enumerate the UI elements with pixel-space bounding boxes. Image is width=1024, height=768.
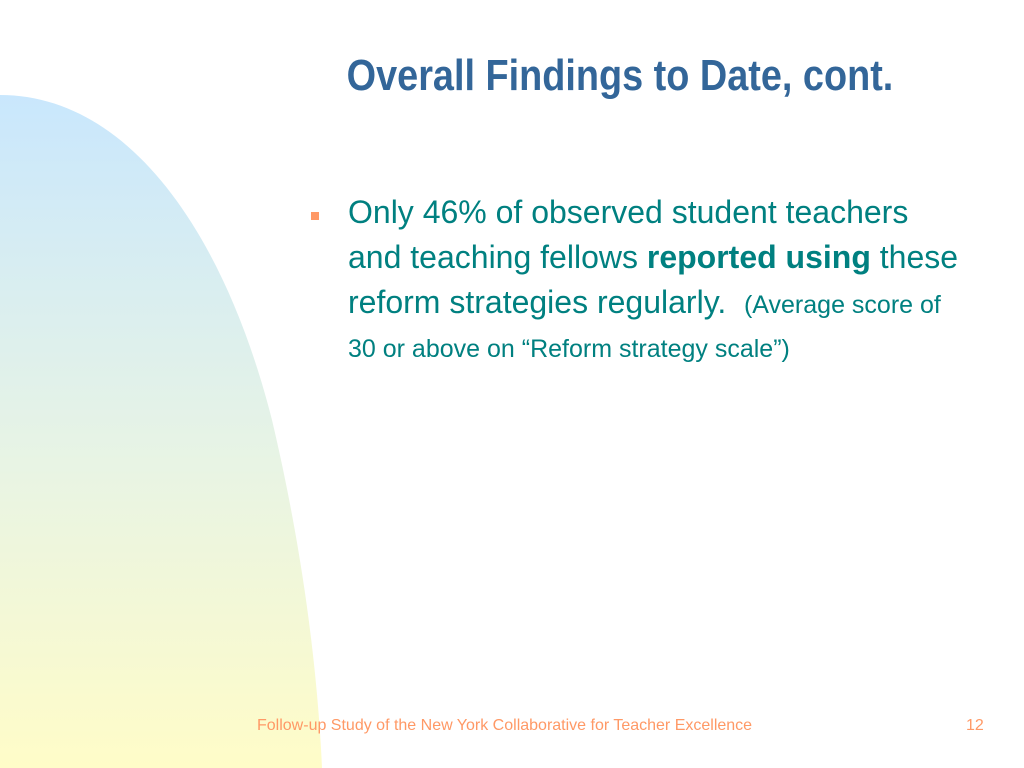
square-bullet-icon xyxy=(311,212,319,220)
slide-title: Overall Findings to Date, cont. xyxy=(346,51,894,100)
bullet-item xyxy=(308,190,968,369)
slide-footer: Follow-up Study of the New York Collaborative for Teacher Excellence xyxy=(257,717,753,734)
bullet-text-part2: these reform strategies regularly. xyxy=(348,238,959,320)
slide-number: 12 xyxy=(966,717,984,734)
bullet-list xyxy=(308,190,968,369)
bullet-text xyxy=(348,190,968,369)
bullet-text-part1: Only 46% of observed student teachers and teaching fellows xyxy=(348,194,909,275)
bullet-text-bold: reported using xyxy=(646,238,871,275)
bullet-text-note: (Average score of 30 or above on “Reform strategy scale”) xyxy=(348,290,941,364)
